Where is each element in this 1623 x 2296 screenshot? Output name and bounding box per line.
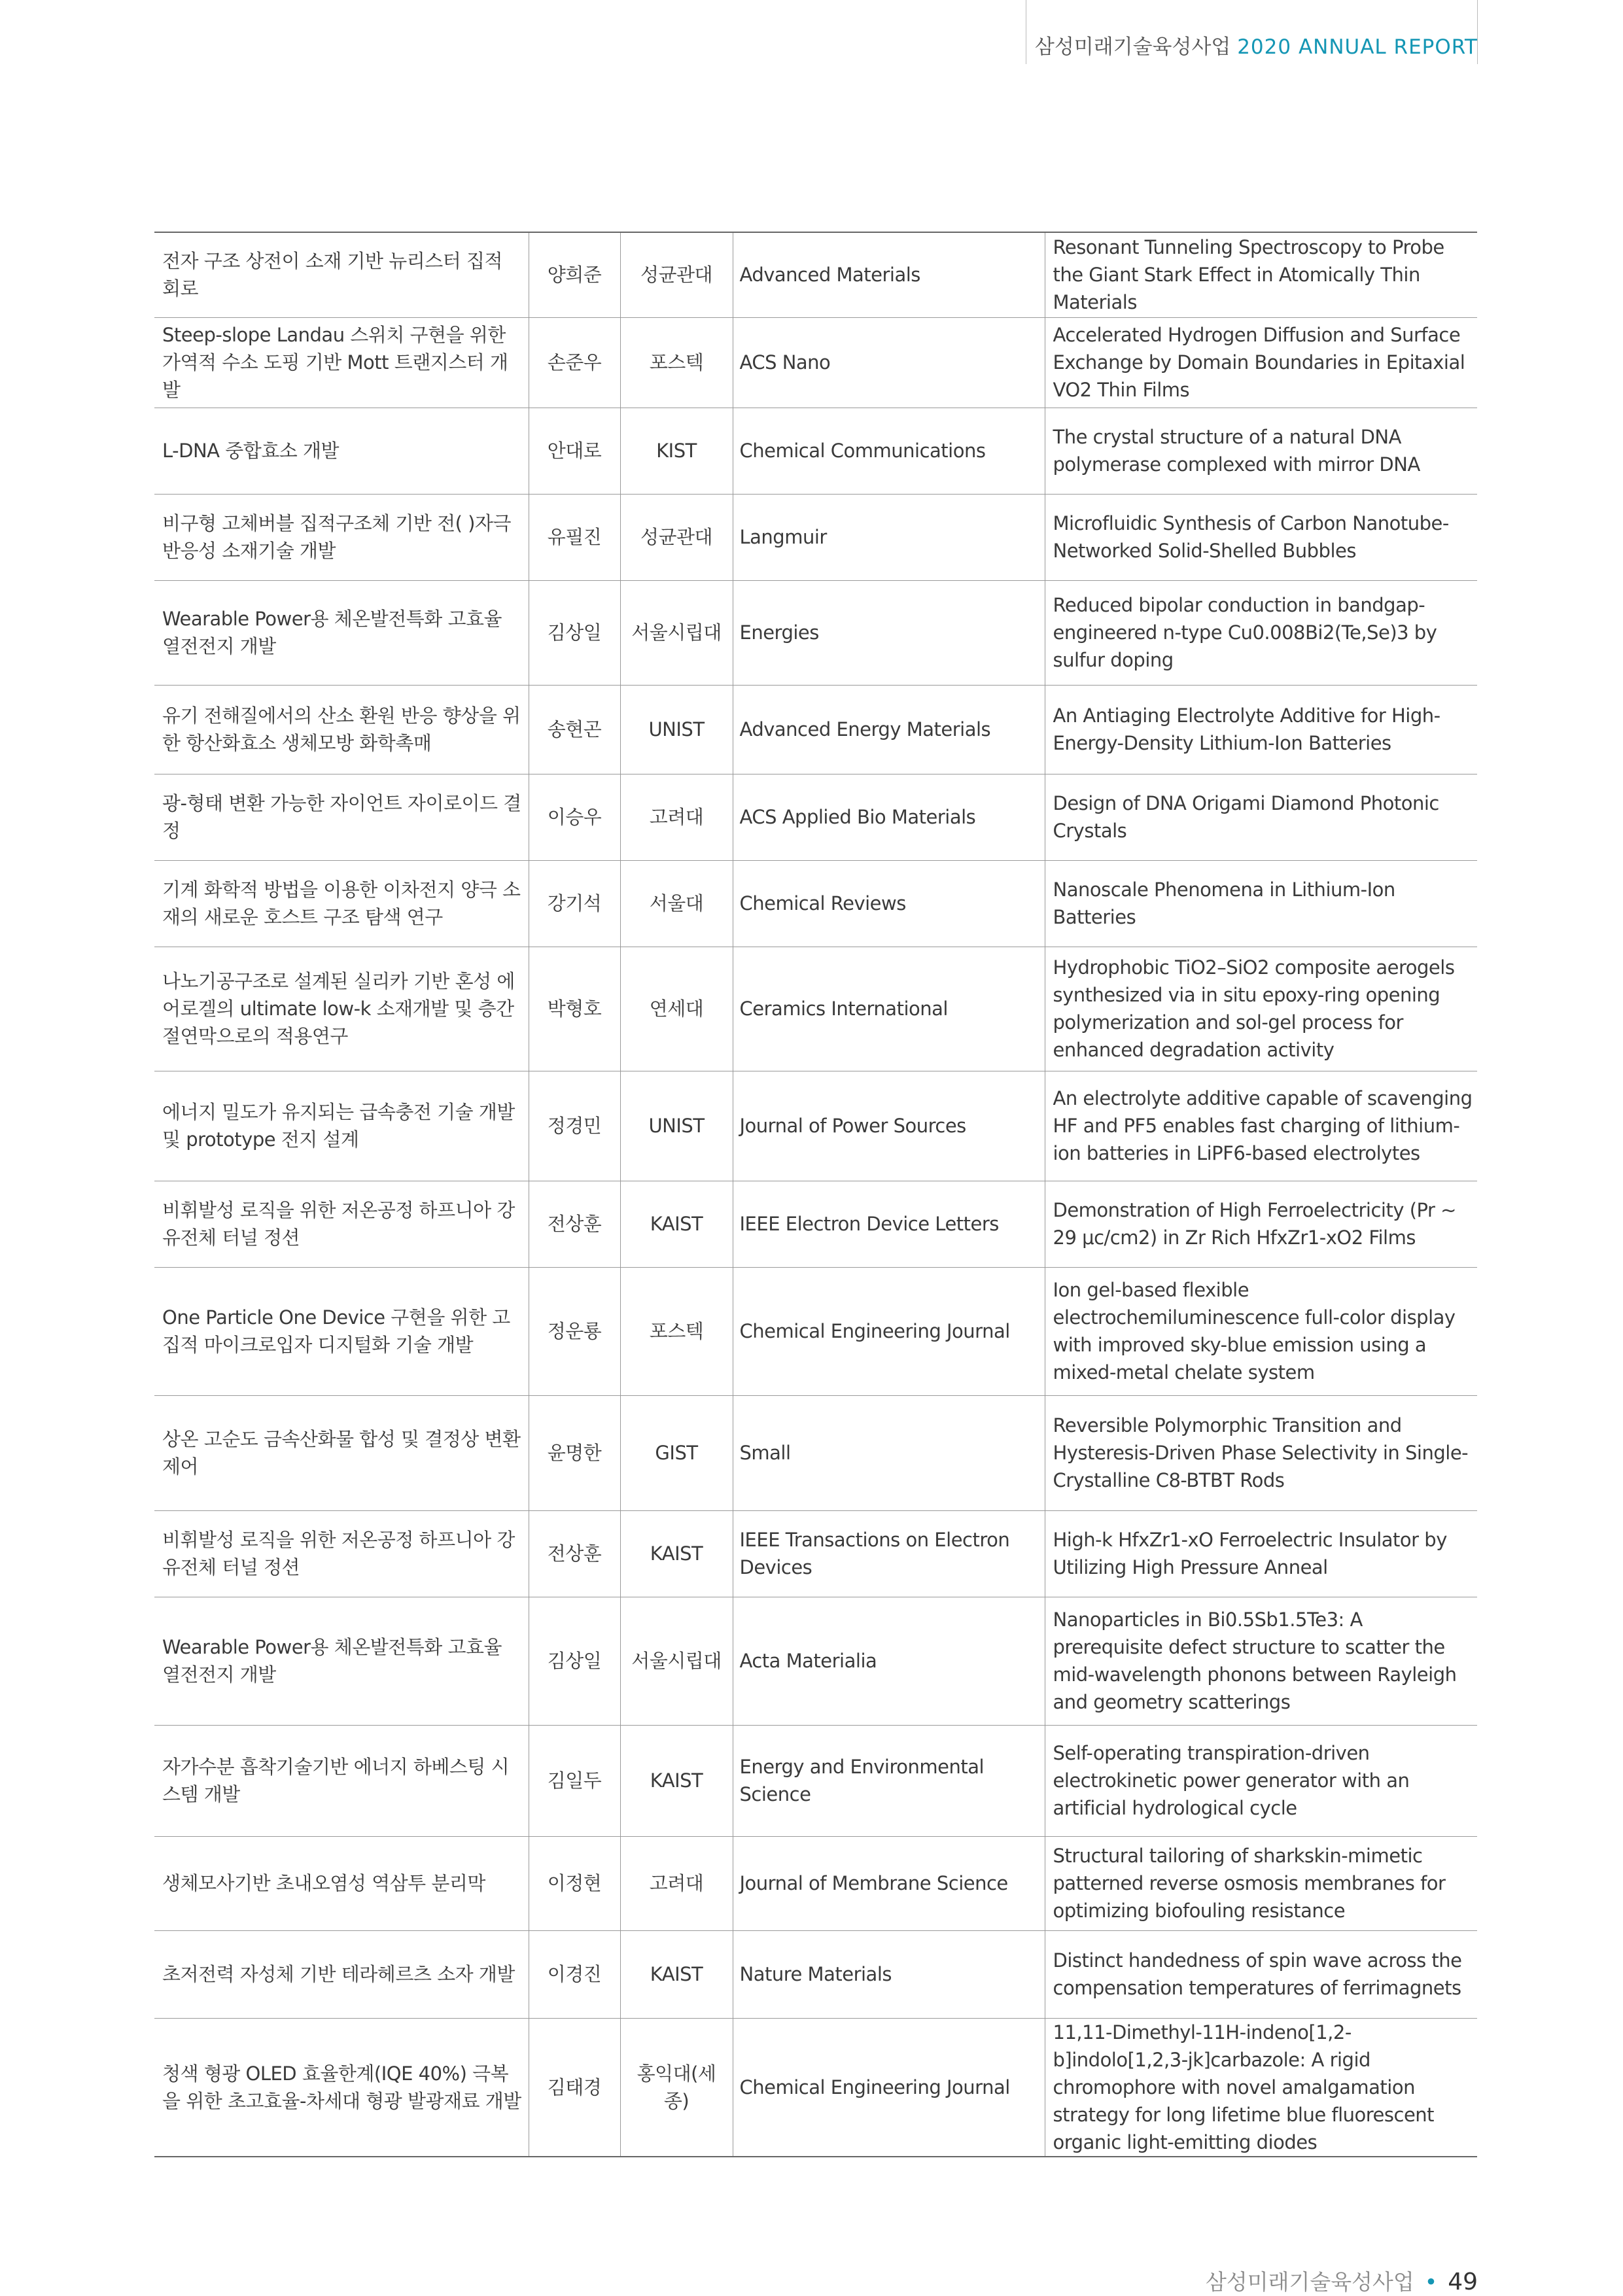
researcher-cell: 양희준 [529,232,620,317]
project-title-cell: 상온 고순도 금속산화물 합성 및 결정상 변환 제어 [162,1428,521,1478]
journal-cell: Nature Materials [733,1930,1045,2018]
table-row [154,685,1477,774]
researcher-cell: 정경민 [529,1071,620,1181]
project-title-cell: Steep-slope Landau 스위치 구현을 위한 가역적 수소 도핑 기반 Mott 트랜지스터 개발 [162,324,508,401]
project-title-cell: 생체모사기반 초내오염성 역삼투 분리막 [162,1872,485,1894]
paper-title-cell: Ion gel-based flexible electrochemiluminescence full-color display with improved sky-blue emission using a mixed-metal chelate system [1045,1267,1477,1395]
project-title-cell: 에너지 밀도가 유지되는 급속충전 기술 개발 및 prototype 전지 설계 [162,1101,515,1151]
journal-cell: Energies [733,580,1045,685]
journal-cell: Energy and Environmental Science [733,1725,1045,1836]
journal-cell: Journal of Membrane Science [733,1836,1045,1930]
table-row [154,1930,1477,2018]
researcher-cell: 김일두 [529,1725,620,1836]
journal-cell: ACS Nano [733,317,1045,408]
table-row [154,860,1477,947]
footer-org: 삼성미래기술육성사업 [1205,2269,1414,2295]
paper-title-cell: Demonstration of High Ferroelectricity (Pr ~ 29 μc/cm2) in Zr Rich HfxZr1-xO2 Films [1045,1181,1477,1267]
journal-cell: Chemical Engineering Journal [733,1267,1045,1395]
institution-cell: 고려대 [620,774,733,860]
paper-title-cell: Hydrophobic TiO2–SiO2 composite aerogels synthesized via in situ epoxy-ring opening polymerization and sol-gel process for enhanced degradation activity [1045,947,1477,1071]
journal-cell: Advanced Materials [733,232,1045,317]
journal-cell: Acta Materialia [733,1597,1045,1725]
journal-cell: Chemical Reviews [733,860,1045,947]
project-title-cell: 초저전력 자성체 기반 테라헤르츠 소자 개발 [162,1963,515,1985]
table-row [154,2018,1477,2157]
institution-cell: 서울시립대 [620,580,733,685]
paper-title-cell: 11,11-Dimethyl-11H-indeno[1,2-b]indolo[1,2,3-jk]carbazole: A rigid chromophore with novel amalgamation strategy for long lifetime blue fluorescent organic light-emitting diodes [1045,2018,1477,2157]
table-row [154,408,1477,494]
journal-cell: IEEE Electron Device Letters [733,1181,1045,1267]
project-title-cell: 유기 전해질에서의 산소 환원 반응 향상을 위한 항산화효소 생체모방 화학촉매 [162,704,521,754]
journal-cell: Langmuir [733,494,1045,580]
journal-cell: Chemical Communications [733,408,1045,494]
institution-cell: KIST [620,408,733,494]
table-body [154,232,1477,2157]
footer-bullet: • [1424,2269,1438,2295]
researcher-cell: 정운룡 [529,1267,620,1395]
institution-cell: 포스텍 [620,1267,733,1395]
journal-cell: Chemical Engineering Journal [733,2018,1045,2157]
paper-title-cell: Structural tailoring of sharkskin-mimetic patterned reverse osmosis membranes for optimizing biofouling resistance [1045,1836,1477,1930]
researcher-cell: 김상일 [529,1597,620,1725]
institution-cell: KAIST [620,1725,733,1836]
institution-cell: UNIST [620,685,733,774]
page-footer [1206,2265,1478,2296]
table-row [154,580,1477,685]
paper-title-cell: Microfluidic Synthesis of Carbon Nanotube-Networked Solid-Shelled Bubbles [1045,494,1477,580]
researcher-cell: 손준우 [529,317,620,408]
project-title-cell: One Particle One Device 구현을 위한 고집적 마이크로입자 디지털화 기술 개발 [162,1306,510,1356]
table-row [154,1395,1477,1510]
researcher-cell: 김태경 [529,2018,620,2157]
project-title-cell: 기계 화학적 방법을 이용한 이차전지 양극 소재의 새로운 호스트 구조 탐색 연구 [162,878,521,928]
institution-cell: UNIST [620,1071,733,1181]
table-row [154,1071,1477,1181]
project-title-cell: L-DNA 중합효소 개발 [162,440,339,462]
header-org: 삼성미래기술육성사업 [1034,35,1231,59]
paper-title-cell: The crystal structure of a natural DNA polymerase complexed with mirror DNA [1045,408,1477,494]
table-row [154,1181,1477,1267]
researcher-cell: 전상훈 [529,1510,620,1597]
project-title-cell: 전자 구조 상전이 소재 기반 뉴리스터 집적 회로 [162,250,503,300]
page-number: 49 [1448,2269,1478,2295]
header-report-title: 2020 ANNUAL REPORT [1237,35,1478,59]
journal-cell: Ceramics International [733,947,1045,1071]
institution-cell: 포스텍 [620,317,733,408]
paper-title-cell: Reduced bipolar conduction in bandgap-engineered n-type Cu0.008Bi2(Te,Se)3 by sulfur doping [1045,580,1477,685]
project-title-cell: 자가수분 흡착기술기반 에너지 하베스팅 시스템 개발 [162,1756,510,1805]
journal-cell: Small [733,1395,1045,1510]
table-row [154,1725,1477,1836]
institution-cell: 성균관대 [620,232,733,317]
paper-title-cell: Self-operating transpiration-driven electrokinetic power generator with an artificial hydrological cycle [1045,1725,1477,1836]
journal-cell: Journal of Power Sources [733,1071,1045,1181]
project-title-cell: Wearable Power용 체온발전특화 고효율 열전전지 개발 [162,608,502,657]
paper-title-cell: Accelerated Hydrogen Diffusion and Surface Exchange by Domain Boundaries in Epitaxial VO2 Thin Films [1045,317,1477,408]
institution-cell: 연세대 [620,947,733,1071]
paper-title-cell: Nanoparticles in Bi0.5Sb1.5Te3: A prerequisite defect structure to scatter the mid-wavelength phonons between Rayleigh and geometry scatterings [1045,1597,1477,1725]
paper-title-cell: Nanoscale Phenomena in Lithium-Ion Batteries [1045,860,1477,947]
research-papers-table [154,232,1477,2157]
paper-title-cell: An Antiaging Electrolyte Additive for High-Energy-Density Lithium-Ion Batteries [1045,685,1477,774]
researcher-cell: 유필진 [529,494,620,580]
journal-cell: Advanced Energy Materials [733,685,1045,774]
paper-title-cell: Resonant Tunneling Spectroscopy to Probe the Giant Stark Effect in Atomically Thin Materials [1045,232,1477,317]
researcher-cell: 안대로 [529,408,620,494]
researcher-cell: 강기석 [529,860,620,947]
institution-cell: GIST [620,1395,733,1510]
journal-cell: ACS Applied Bio Materials [733,774,1045,860]
table-row [154,1510,1477,1597]
table-row [154,774,1477,860]
institution-cell: 홍익대(세종) [620,2018,733,2157]
paper-title-cell: Distinct handedness of spin wave across the compensation temperatures of ferrimagnets [1045,1930,1477,2018]
table-row [154,232,1477,317]
table-row [154,1597,1477,1725]
institution-cell: 서울대 [620,860,733,947]
project-title-cell: 비구형 고체버블 집적구조체 기반 전( )자극 반응성 소재기술 개발 [162,512,511,562]
table-row [154,317,1477,408]
table-row [154,1267,1477,1395]
researcher-cell: 박형호 [529,947,620,1071]
researcher-cell: 이승우 [529,774,620,860]
project-title-cell: 청색 형광 OLED 효율한계(IQE 40%) 극복을 위한 초고효율-차세대 형광 발광재료 개발 [162,2062,521,2112]
paper-title-cell: Design of DNA Origami Diamond Photonic Crystals [1045,774,1477,860]
project-title-cell: 비휘발성 로직을 위한 저온공정 하프니아 강유전체 터널 정션 [162,1529,515,1578]
researcher-cell: 송현곤 [529,685,620,774]
researcher-cell: 이경진 [529,1930,620,2018]
paper-title-cell: High-k HfxZr1-xO Ferroelectric Insulator by Utilizing High Pressure Anneal [1045,1510,1477,1597]
institution-cell: KAIST [620,1510,733,1597]
running-header [1035,30,1478,60]
researcher-cell: 윤명한 [529,1395,620,1510]
researcher-cell: 김상일 [529,580,620,685]
institution-cell: 성균관대 [620,494,733,580]
paper-title-cell: Reversible Polymorphic Transition and Hysteresis-Driven Phase Selectivity in Single-Crystalline C8-BTBT Rods [1045,1395,1477,1510]
institution-cell: KAIST [620,1181,733,1267]
journal-cell: IEEE Transactions on Electron Devices [733,1510,1045,1597]
institution-cell: KAIST [620,1930,733,2018]
institution-cell: 서울시립대 [620,1597,733,1725]
researcher-cell: 전상훈 [529,1181,620,1267]
researcher-cell: 이정현 [529,1836,620,1930]
project-title-cell: Wearable Power용 체온발전특화 고효율 열전전지 개발 [162,1636,502,1686]
table-row [154,947,1477,1071]
institution-cell: 고려대 [620,1836,733,1930]
paper-title-cell: An electrolyte additive capable of scavenging HF and PF5 enables fast charging of lithium-ion batteries in LiPF6-based electrolytes [1045,1071,1477,1181]
project-title-cell: 광-형태 변환 가능한 자이언트 자이로이드 결정 [162,792,521,842]
project-title-cell: 비휘발성 로직을 위한 저온공정 하프니아 강유전체 터널 정션 [162,1199,515,1249]
table-row [154,494,1477,580]
project-title-cell: 나노기공구조로 설계된 실리카 기반 혼성 에어로겔의 ultimate low-k 소재개발 및 층간 절연막으로의 적용연구 [162,970,515,1047]
table-row [154,1836,1477,1930]
